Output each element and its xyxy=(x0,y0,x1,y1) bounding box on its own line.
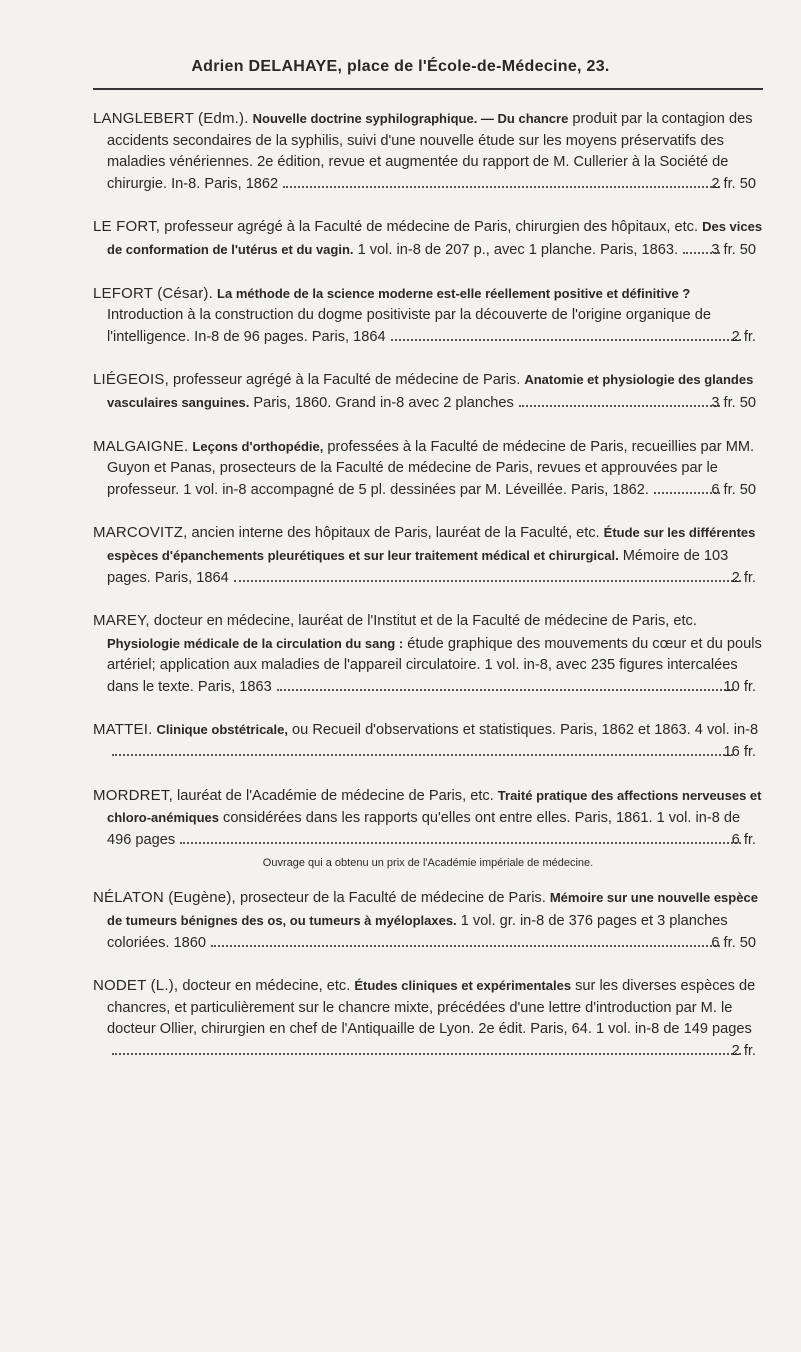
entry-description: professeur agrégé à la Faculté de médecine de Paris, chirurgien des hôpitaux, etc. xyxy=(160,219,703,236)
price-line xyxy=(229,568,756,590)
entry-author: MARCOVITZ, xyxy=(93,524,188,542)
catalog-entry xyxy=(93,887,763,954)
entry-description: docteur en médecine, lauréat de l'Institut et de la Faculté de médecine de Paris, etc. xyxy=(149,613,697,630)
entry-price: 6 fr. xyxy=(731,831,756,848)
price-line xyxy=(272,677,756,699)
entry-title: Anatomie et physiologie des glandes vasculaires sanguines. xyxy=(107,372,754,410)
dot-leader xyxy=(283,186,720,188)
entry-title: Mémoire sur une nouvelle espèce de tumeurs bénignes des os, ou tumeurs à myéloplaxes. xyxy=(107,890,758,929)
entry-details: Paris, 1860. Grand in-8 avec 2 planches xyxy=(249,394,514,411)
entry-price: 2 fr. xyxy=(731,328,756,345)
entry-price: 2 fr. xyxy=(731,1043,756,1059)
entry-note: Ouvrage qui a obtenu un prix de l'Académie impériale de médecine. xyxy=(262,857,594,870)
catalog-entry xyxy=(93,436,763,502)
entry-details: ou Recueil d'observations et statistiques. Paris, 1862 et 1863. 4 vol. in-8 xyxy=(288,722,759,739)
entry-price: 6 fr. 50 xyxy=(711,481,756,498)
price-line xyxy=(514,393,756,415)
price-line xyxy=(206,933,756,955)
catalog-entry xyxy=(93,719,763,763)
entry-details: Introduction à la construction du dogme positiviste par la découverte de l'origine organique de l'intelligence. In-8 de 96 pages. Paris, 1864 xyxy=(107,307,711,345)
entry-title: Clinique obstétricale, xyxy=(156,722,288,738)
entry-details: 1 vol. in-8 de 207 p., avec 1 planche. Paris, 1863. xyxy=(353,241,679,258)
catalog-entries xyxy=(93,108,763,1084)
entry-price: 3 fr. 50 xyxy=(711,394,756,411)
catalog-entry xyxy=(93,522,763,589)
entry-description: docteur en médecine, etc. xyxy=(178,978,355,995)
entry-author: MAREY, xyxy=(93,612,150,630)
entry-author: LANGLEBERT (Edm.). xyxy=(93,110,249,127)
dot-leader xyxy=(211,945,720,947)
dot-leader xyxy=(519,405,721,407)
entry-details: sur les diverses espèces de chancres, et particulièrement sur le chancre mixte, précédées d'une lettre d'introduction par M. le docteur Ollier, chirurgien en chef de l'Antiquaille de Lyon. 2e édit. Paris, 64. 1 vol. in-8 de 149 pages xyxy=(107,978,756,1038)
catalog-entry xyxy=(93,108,763,195)
catalog-entry xyxy=(93,975,763,1062)
entry-title: Traité pratique des affections nerveuses et chloro-anémiques xyxy=(107,787,762,826)
entry-details: produit par la contagion des accidents secondaires de la syphilis, suivi d'une nouvelle étude sur les moyens préservatifs des maladies vénériennes. 2e édition, revue et augmentée du rapport de M. Cullerier à la Société de chirurgie. In-8. Paris, 1862 xyxy=(107,111,753,192)
publisher-header: Adrien DELAHAYE, place de l'École-de-Médecine, 23. xyxy=(191,58,610,75)
entry-title: Leçons d'orthopédie, xyxy=(192,438,324,454)
catalog-entry xyxy=(93,216,763,261)
entry-price: 2 fr. 50 xyxy=(711,175,756,192)
entry-details: 1 vol. gr. in-8 de 376 pages et 3 planches coloriées. 1860 xyxy=(107,913,728,951)
price-line xyxy=(649,480,756,502)
entry-author: MALGAIGNE. xyxy=(93,437,189,455)
entry-details: considérées dans les rapports qu'elles ont entre elles. Paris, 1861. 1 vol. in-8 de 496 pages xyxy=(107,810,741,848)
dot-leader xyxy=(391,339,741,341)
entry-description: professeur agrégé à la Faculté de médecine de Paris. xyxy=(169,372,525,389)
catalog-entry xyxy=(93,610,763,698)
price-line xyxy=(278,174,756,196)
entry-price: 6 fr. 50 xyxy=(711,934,756,951)
entry-title: Nouvelle doctrine syphilographique. — Du chancre xyxy=(252,111,569,126)
entry-title: La méthode de la science moderne est-elle réellement positive et définitive ? xyxy=(217,285,691,301)
dot-leader xyxy=(234,580,741,582)
dot-leader xyxy=(180,842,740,844)
entry-author: NODET (L.), xyxy=(93,977,179,995)
entry-author: MORDRET, xyxy=(93,786,173,804)
entry-details: étude graphique des mouvements du cœur et du pouls artériel; application aux maladies de l'appareil circulatoire. 1 vol. in-8, avec 235 figures intercalées dans le texte. Paris, 1863 xyxy=(107,635,762,695)
price-line xyxy=(678,240,756,262)
catalog-entry xyxy=(93,369,763,414)
entry-description: prosecteur de la Faculté de médecine de Paris. xyxy=(235,890,550,907)
entry-author: MATTEI. xyxy=(93,721,153,739)
price-line xyxy=(107,742,756,764)
dot-leader xyxy=(112,1053,741,1055)
dot-leader xyxy=(277,689,733,691)
price-line xyxy=(386,327,756,349)
entry-price: 3 fr. 50 xyxy=(711,241,756,258)
catalog-entry xyxy=(93,283,763,349)
entry-title: Études cliniques et expérimentales xyxy=(354,978,572,994)
entry-description: ancien interne des hôpitaux de Paris, lauréat de la Faculté, etc. xyxy=(187,525,604,542)
price-line xyxy=(107,1041,756,1063)
entry-details: Mémoire de 103 pages. Paris, 1864 xyxy=(107,547,729,586)
entry-price: 16 fr. xyxy=(723,744,756,761)
catalog-entry xyxy=(93,785,763,852)
entry-price: 2 fr. xyxy=(731,569,756,586)
header-rule xyxy=(93,88,763,90)
dot-leader xyxy=(112,754,733,756)
entry-details: professées à la Faculté de médecine de Paris, recueillies par MM. Guyon et Panas, prosecteurs de la Faculté de médecine de Paris, revues et approuvées par le professeur. 1 vol. in-8 accompagné de 5 pl. dessinées par M. Léveillée. Paris, 1862. xyxy=(107,438,755,498)
entry-title: Des vices de conformation de l'utérus et du vagin. xyxy=(107,219,763,257)
entry-description: lauréat de l'Académie de médecine de Paris, etc. xyxy=(172,787,498,804)
entry-author: LEFORT (César). xyxy=(93,284,213,302)
entry-title: Physiologie médicale de la circulation du sang : xyxy=(107,635,404,651)
entry-title: Étude sur les différentes espèces d'épanchements pleurétiques et sur leur traitement médical et chirurgical. xyxy=(107,525,756,563)
entry-author: NÉLATON (Eugène), xyxy=(93,889,236,907)
entry-author: LE FORT, xyxy=(93,218,161,236)
entry-price: 10 fr. xyxy=(723,678,756,695)
price-line xyxy=(175,830,756,852)
entry-author: LIÉGEOIS, xyxy=(93,371,169,389)
